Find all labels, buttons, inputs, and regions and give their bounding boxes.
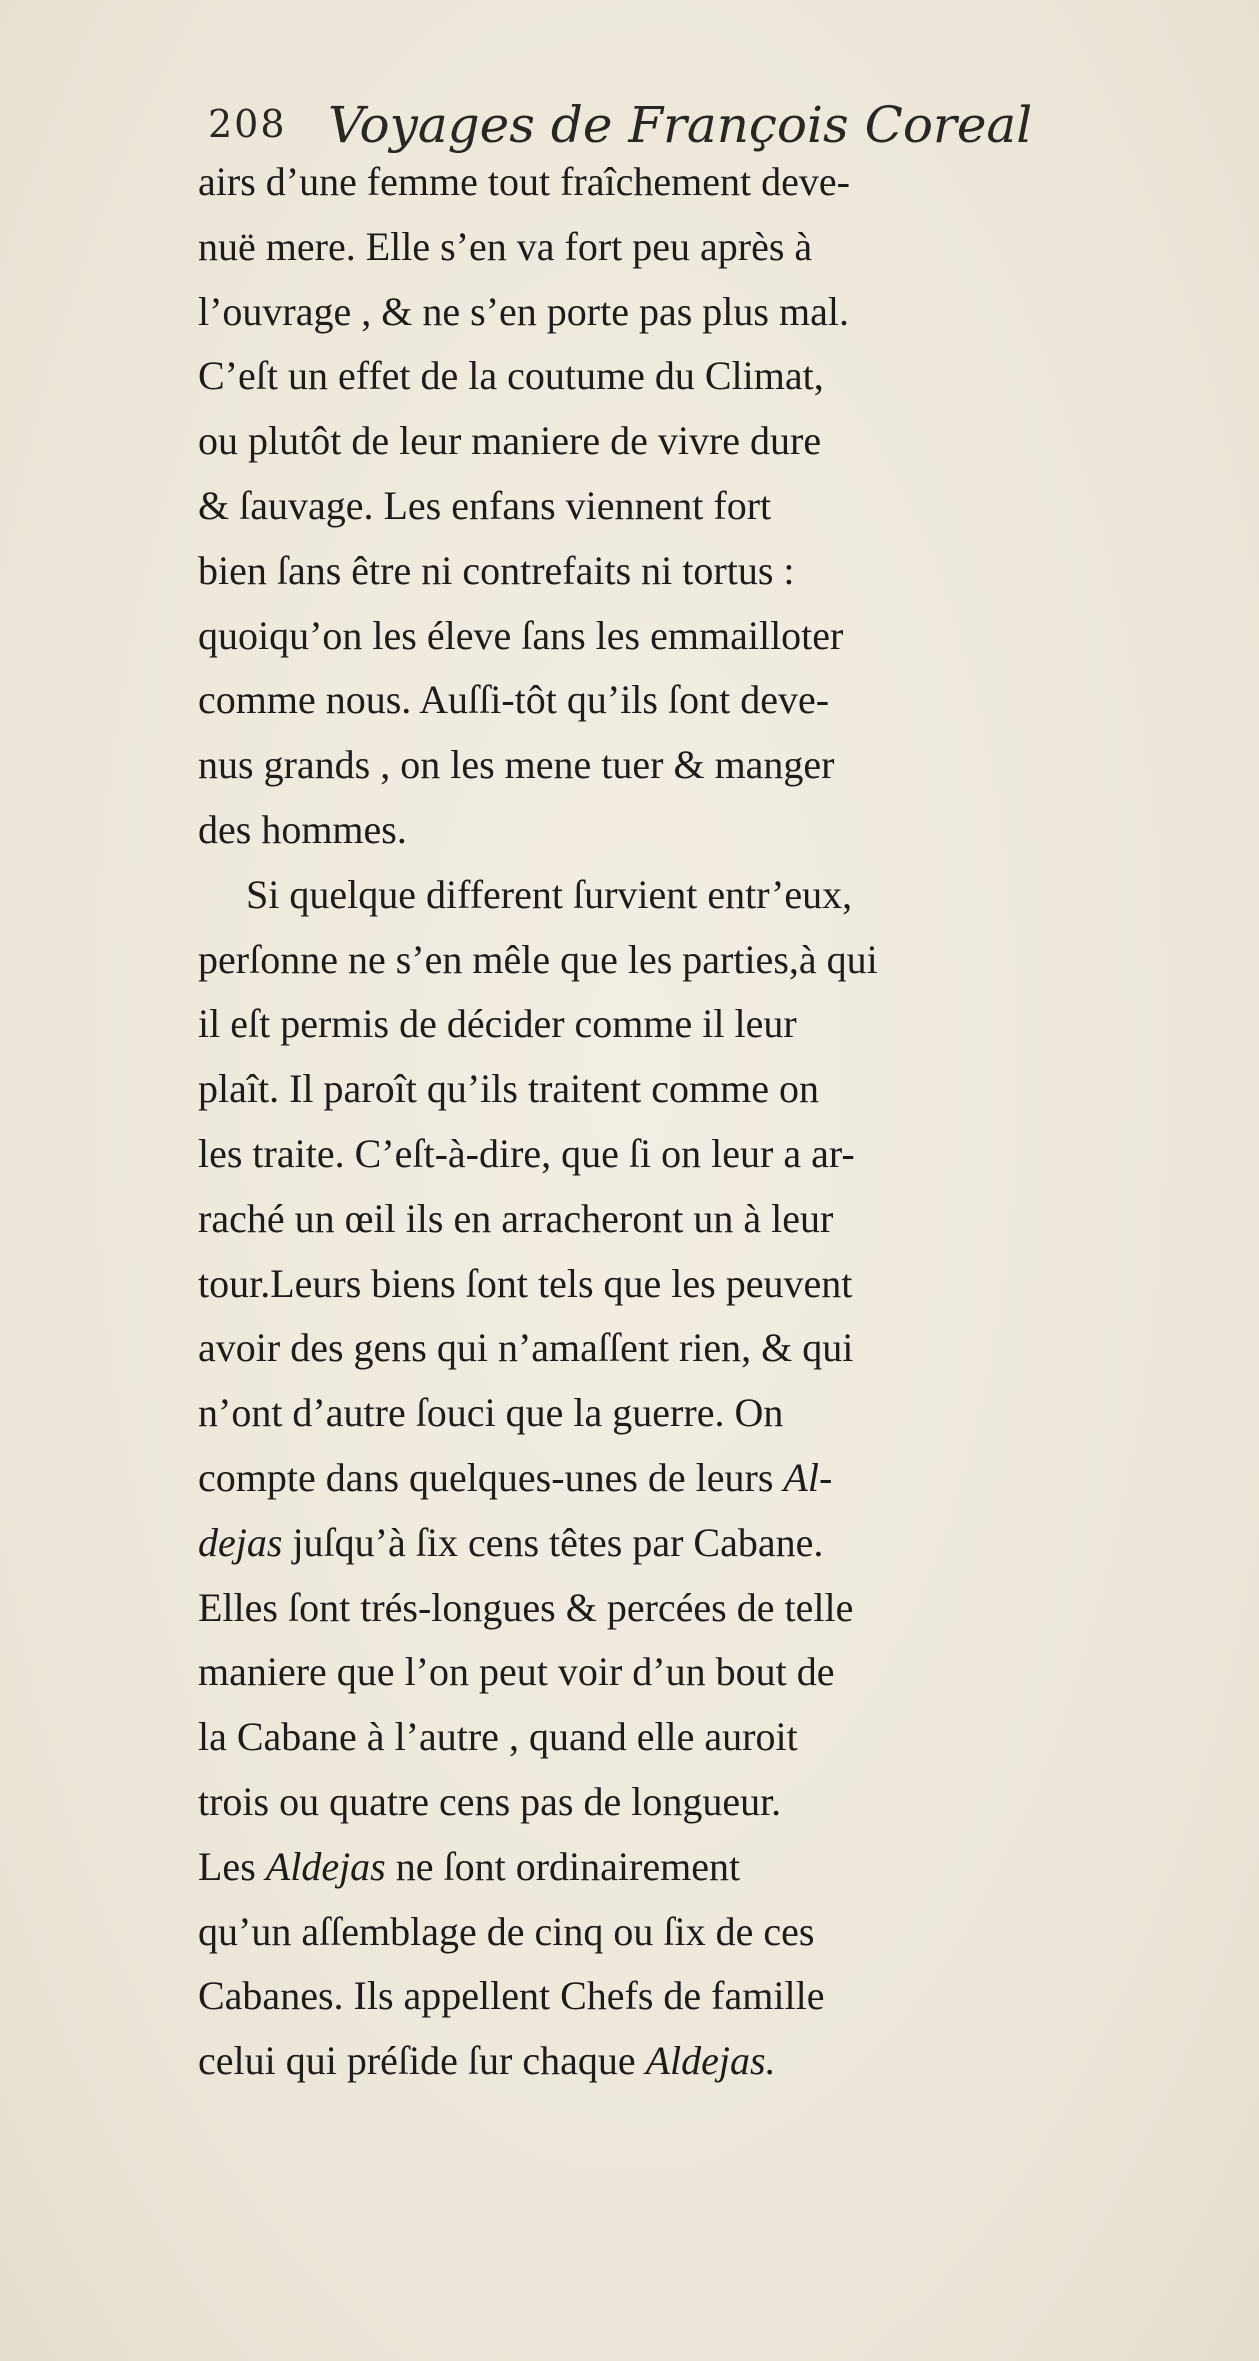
text-line: Cabanes. Ils appellent Chefs de famille — [198, 1973, 825, 2019]
text-line: ou plutôt de leur maniere de vivre dure — [198, 418, 822, 464]
text-line: trois ou quatre cens pas de longueur. — [198, 1778, 782, 1824]
text-line: airs d’une femme tout fraîchement deve- — [198, 159, 850, 204]
text-line: nus grands , on les mene tuer & manger — [198, 742, 835, 788]
italic-term: Aldejas — [265, 1843, 386, 1889]
text-line: il eſt permis de décider comme il leur — [198, 1001, 797, 1047]
italic-term: Al- — [783, 1454, 833, 1500]
text-line: maniere que l’on peut voir d’un bout de — [198, 1649, 835, 1695]
text-segment: compte dans quelques-unes de leurs — [198, 1454, 774, 1500]
text-line: tour.Leurs biens ſont tels que les peuvent — [198, 1260, 853, 1306]
text-line: des hommes. — [198, 806, 407, 852]
text-line: C’eſt un effet de la coutume du Climat, — [198, 353, 824, 399]
text-line: & ſauvage. Les enfans viennent fort — [198, 482, 772, 528]
text-line: perſonne ne s’en mêle que les parties,à qui — [198, 936, 878, 982]
page-number: 208 — [208, 102, 287, 146]
text-line — [198, 2029, 1258, 2094]
text-line: raché un œil ils en arracheront un à leur — [198, 1195, 834, 1241]
text-line: n’ont d’autre ſouci que la guerre. On — [198, 1390, 784, 1436]
text-line: comme nous. Auſſi-tôt qu’ils ſont deve- — [198, 677, 830, 723]
paragraph-start-line: Si quelque different ſurvient entr’eux, — [246, 871, 853, 917]
text-line: les traite. C’eſt-à-dire, que ſi on leur a ar- — [198, 1130, 855, 1176]
text-line — [198, 1511, 1258, 1576]
text-line: l’ouvrage , & ne s’en porte pas plus mal. — [198, 288, 849, 334]
text-line: plaît. Il paroît qu’ils traitent comme on — [198, 1066, 819, 1112]
text-line: la Cabane à l’autre , quand elle auroit — [198, 1714, 798, 1760]
text-line: avoir des gens qui n’amaſſent rien, & qui — [198, 1325, 854, 1371]
italic-term: dejas — [198, 1519, 283, 1565]
text-segment: ne ſont ordinairement — [395, 1843, 741, 1889]
text-segment: juſqu’à ſix cens têtes par Cabane. — [292, 1519, 824, 1565]
body-text — [198, 150, 1258, 2094]
text-line: Elles ſont trés-longues & percées de telle — [198, 1584, 854, 1630]
italic-term: Aldejas. — [645, 2038, 776, 2084]
running-title: Voyages de François Coreal — [328, 96, 1033, 154]
text-line: nuë mere. Elle s’en va fort peu après à — [198, 223, 813, 269]
text-line: quoiqu’on les éleve ſans les emmailloter — [198, 612, 844, 658]
text-line: qu’un aſſemblage de cinq ou ſix de ces — [198, 1908, 815, 1954]
text-line: bien ſans être ni contrefaits ni tortus : — [198, 547, 795, 593]
text-segment: Les — [198, 1843, 256, 1889]
text-line — [198, 1446, 1258, 1511]
text-segment: celui qui préſide ſur chaque — [198, 2038, 636, 2084]
text-line — [198, 1835, 1258, 1900]
